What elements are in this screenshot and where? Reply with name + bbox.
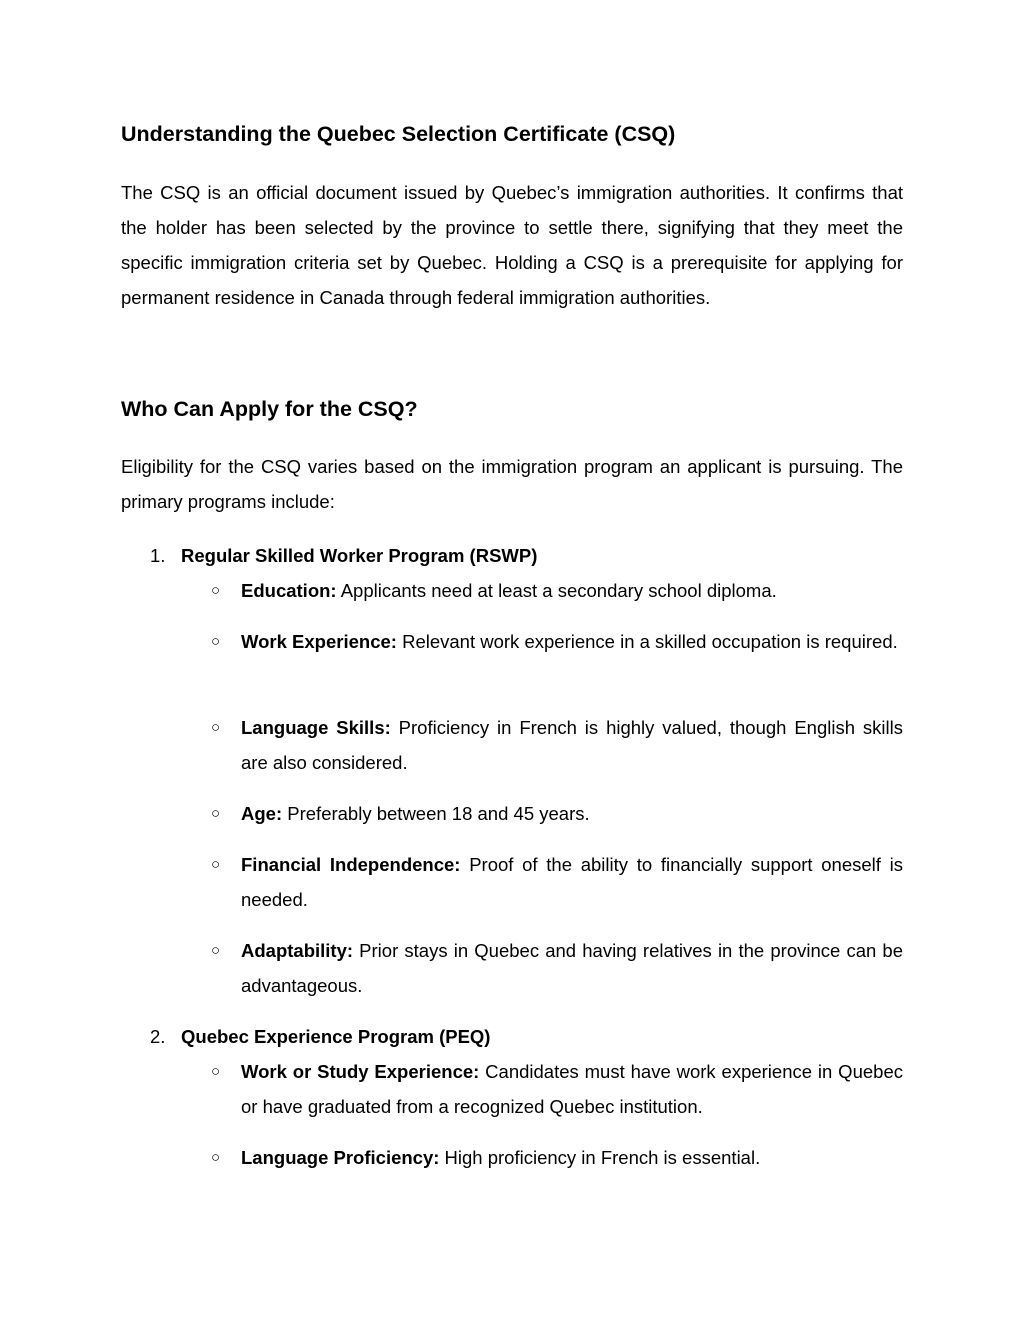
item-label: Language Skills:	[241, 717, 391, 738]
csq-intro-paragraph: The CSQ is an official document issued by Quebec’s immigration authorities. It confirms that the holder has been selected by the province to settle there, signifying that they meet the specific immigration criteria set by Quebec. Holding a CSQ is a prerequisite for applying for permanent residence in Canada through federal immigration authorities.	[121, 182, 903, 308]
item-text: Prior stays in Quebec and having relatives in the province can be advantageous.	[241, 940, 903, 996]
hollow-circle-bullet-icon: ○	[211, 856, 221, 873]
item-text: Relevant work experience in a skilled occupation is required.	[396, 631, 898, 652]
item-label: Language Proficiency:	[241, 1147, 440, 1168]
item-label: Work or Study Experience:	[241, 1061, 480, 1082]
hollow-circle-bullet-icon: ○	[211, 1149, 221, 1166]
item-label: Education:	[241, 580, 337, 601]
program-peq	[150, 1019, 491, 1054]
hollow-circle-bullet-icon: ○	[211, 582, 221, 599]
item-text: Proof of the ability to financially support oneself is needed.	[241, 854, 903, 910]
item-text: Applicants need at least a secondary school diploma.	[336, 580, 777, 601]
list-item-work-experience	[211, 624, 903, 659]
eligibility-paragraph: Eligibility for the CSQ varies based on the immigration program an applicant is pursuing. The primary programs include:	[121, 456, 903, 512]
hollow-circle-bullet-icon: ○	[211, 633, 221, 650]
list-item-financial-independence	[211, 847, 903, 917]
list-item-work-or-study-experience	[211, 1054, 903, 1124]
list-item-language-skills	[211, 710, 903, 780]
hollow-circle-bullet-icon: ○	[211, 1063, 221, 1080]
item-label: Financial Independence:	[241, 854, 461, 875]
hollow-circle-bullet-icon: ○	[211, 805, 221, 822]
list-item-education	[211, 573, 903, 608]
item-label: Adaptability:	[241, 940, 354, 961]
list-number: 2.	[150, 1026, 166, 1047]
list-number: 1.	[150, 545, 166, 566]
hollow-circle-bullet-icon: ○	[211, 719, 221, 736]
item-text: High proficiency in French is essential.	[439, 1147, 761, 1168]
program-title: Quebec Experience Program (PEQ)	[181, 1026, 491, 1047]
item-label: Work Experience:	[241, 631, 397, 652]
list-item-adaptability	[211, 933, 903, 1003]
section-heading-csq: Understanding the Quebec Selection Certificate (CSQ)	[121, 122, 676, 146]
program-rswp	[150, 538, 538, 573]
section-heading-who-can-apply: Who Can Apply for the CSQ?	[121, 397, 418, 421]
item-text: Candidates must have work experience in Quebec or have graduated from a recognized Quebec institution.	[241, 1061, 903, 1117]
item-label: Age:	[241, 803, 283, 824]
list-item-language-proficiency	[211, 1140, 903, 1175]
program-title: Regular Skilled Worker Program (RSWP)	[181, 545, 538, 566]
list-item-age	[211, 796, 903, 831]
hollow-circle-bullet-icon: ○	[211, 942, 221, 959]
item-text: Preferably between 18 and 45 years.	[282, 803, 590, 824]
item-text: Proficiency in French is highly valued, though English skills are also considered.	[241, 717, 903, 773]
